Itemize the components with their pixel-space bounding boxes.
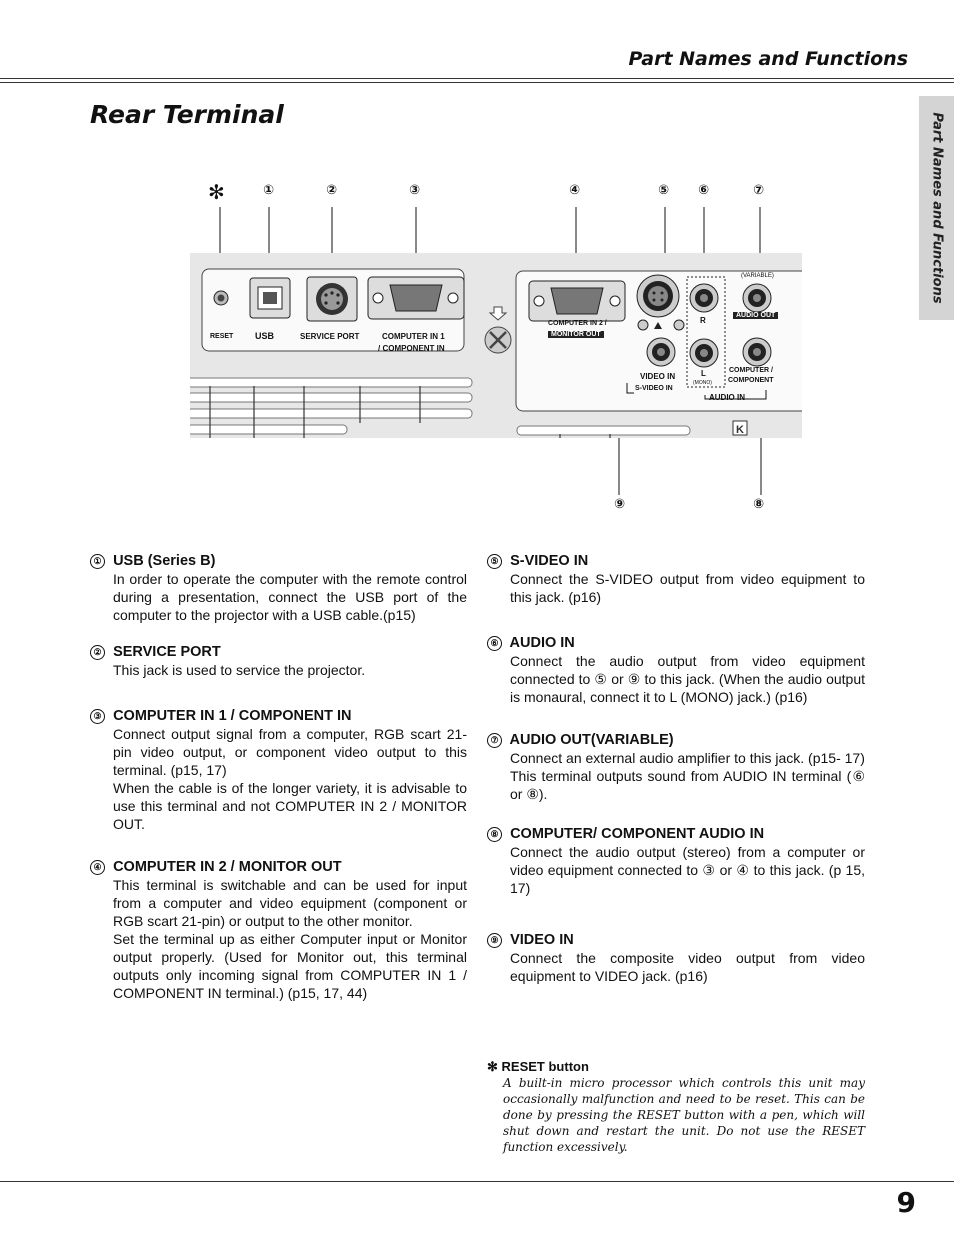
section-header: Part Names and Functions	[628, 48, 908, 70]
callout-3: ③	[409, 183, 421, 198]
callout-1: ①	[263, 183, 275, 198]
header-rule-secondary	[0, 82, 954, 83]
footer-rule	[0, 1181, 954, 1182]
label-monitor-out: MONITOR OUT	[548, 331, 604, 338]
callout-4: ④	[569, 183, 581, 198]
item-number: ⑤	[487, 554, 502, 569]
asterisk-icon: ✻	[487, 1059, 498, 1074]
label-reset: RESET	[210, 333, 234, 340]
item-s-video-in	[487, 552, 865, 606]
callout-9: ⑨	[614, 497, 626, 512]
item-body: Connect the audio output (stereo) from a computer or video equipment connected to ③ or ④ to this jack. (p 15, 17)	[510, 844, 865, 896]
item-heading: ⑦ AUDIO OUT(VARIABLE)	[487, 731, 865, 749]
label-variable: (VARIABLE)	[741, 273, 774, 279]
label-s-video-in: S-VIDEO IN	[635, 385, 673, 392]
item-heading: ① USB (Series B)	[90, 552, 467, 570]
header-rule	[0, 78, 954, 79]
callout-8: ⑧	[753, 497, 765, 512]
callout-7: ⑦	[753, 183, 765, 198]
label-r: R	[700, 316, 706, 325]
callout-5: ⑤	[658, 183, 670, 198]
item-number: ③	[90, 709, 105, 724]
reset-note	[487, 1059, 865, 1155]
side-tab	[919, 96, 954, 320]
item-heading: ⑤ S-VIDEO IN	[487, 552, 865, 570]
item-heading: ⑥ AUDIO IN	[487, 634, 865, 652]
item-body: When the cable is of the longer variety, it is advisable to use this terminal and not COMPUTER IN 2 / MONITOR OUT.	[113, 780, 467, 832]
item-heading: ③ COMPUTER IN 1 / COMPONENT IN	[90, 707, 467, 725]
label-component: COMPONENT	[728, 377, 774, 384]
reset-note-heading: ✻ RESET button	[487, 1059, 589, 1074]
right-column	[487, 552, 865, 1004]
label-component-in: / COMPONENT IN	[378, 344, 445, 353]
item-body: Connect the S-VIDEO output from video equipment to this jack. (p16)	[510, 571, 865, 605]
label-audio-in: AUDIO IN	[709, 393, 745, 402]
callout-2: ②	[326, 183, 338, 198]
item-body: Set the terminal up as either Computer input or Monitor output properly. (Used for Monitor out, this terminal outputs only incoming signal from COMPUTER IN 1 / COMPONENT IN terminal.) (p15, 17, 44)	[113, 931, 467, 1001]
item-body: Connect the composite video output from video equipment to VIDEO jack. (p16)	[510, 950, 865, 984]
item-heading: ④ COMPUTER IN 2 / MONITOR OUT	[90, 858, 467, 876]
page-number: 9	[896, 1186, 916, 1219]
reset-note-body: A built-in micro processor which controls this unit may occasionally malfunction and need to be reset. This can be done by pressing the RESET button with a pen, which will shut down and restart the unit. Do not use the RESET function excessively.	[503, 1076, 865, 1154]
item-service-port	[90, 643, 467, 679]
label-computer-in2: COMPUTER IN 2 /	[548, 320, 607, 327]
item-body: This terminal is switchable and can be used for input from a computer and video equipment (component or RGB scart 21-pin) or output to the other monitor.	[113, 877, 467, 929]
label-computer-slash: COMPUTER /	[729, 367, 773, 374]
svg-text:K: K	[736, 424, 744, 436]
label-l: L	[701, 369, 706, 378]
item-audio-in	[487, 634, 865, 706]
item-body: This jack is used to service the projector.	[113, 662, 366, 678]
item-usb	[90, 552, 467, 624]
rear-terminal-diagram	[190, 195, 802, 505]
label-video-in: VIDEO IN	[640, 372, 676, 381]
item-body: In order to operate the computer with the remote control during a presentation, connect the USB port of the computer to the projector with a USB cable.(p15)	[113, 571, 467, 623]
item-computer-audio-in	[487, 825, 865, 897]
label-service-port: SERVICE PORT	[300, 332, 360, 341]
item-computer-in2	[90, 858, 467, 1002]
item-number: ⑧	[487, 827, 502, 842]
item-body: Connect the audio output from video equipment connected to ⑤ or ⑨ to this jack. (When the audio output is monaural, connect it to L (MONO) jack.) (p16)	[510, 653, 865, 705]
item-heading: ⑧ COMPUTER/ COMPONENT AUDIO IN	[487, 825, 865, 843]
item-body: This terminal outputs sound from AUDIO IN terminal (⑥ or ⑧).	[510, 768, 865, 802]
item-computer-in1	[90, 707, 467, 833]
label-computer-in1: COMPUTER IN 1	[382, 332, 445, 341]
item-number: ⑥	[487, 636, 502, 651]
item-number: ④	[90, 860, 105, 875]
label-usb: USB	[255, 331, 275, 341]
item-video-in	[487, 931, 865, 985]
side-tab-label: Part Names and Functions	[929, 112, 944, 304]
callout-reset: ✻	[208, 180, 225, 204]
item-number: ⑦	[487, 733, 502, 748]
label-audio-out: AUDIO OUT	[733, 312, 778, 319]
item-audio-out	[487, 731, 865, 803]
item-heading: ⑨ VIDEO IN	[487, 931, 865, 949]
left-column	[90, 552, 467, 1021]
label-mono: (MONO)	[693, 380, 712, 386]
item-heading: ② SERVICE PORT	[90, 643, 467, 661]
item-number: ②	[90, 645, 105, 660]
item-body: Connect output signal from a computer, RGB scart 21-pin video output, or component video output to this terminal. (p15, 17)	[113, 726, 467, 778]
item-number: ①	[90, 554, 105, 569]
page-title: Rear Terminal	[90, 100, 284, 129]
callout-6: ⑥	[698, 183, 710, 198]
item-number: ⑨	[487, 933, 502, 948]
item-body: Connect an external audio amplifier to this jack. (p15- 17)	[510, 750, 865, 766]
